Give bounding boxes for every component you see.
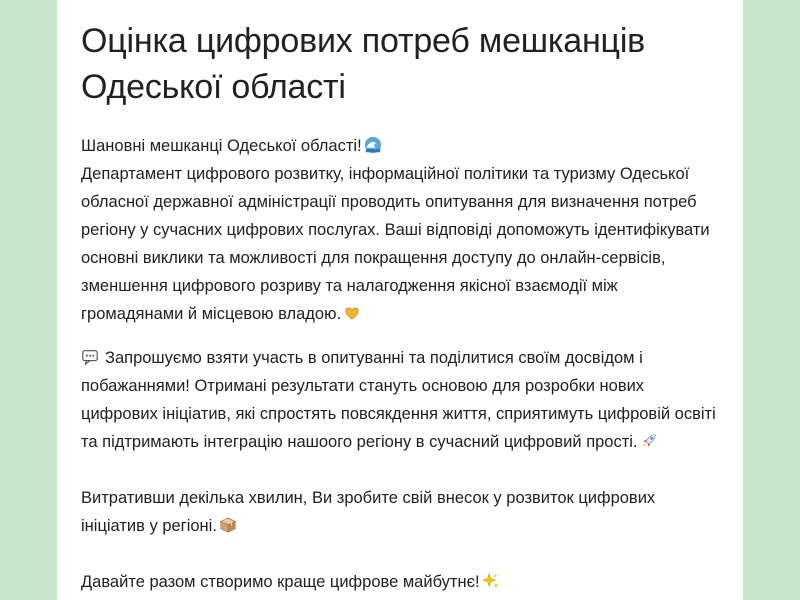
- sparkles-icon: [482, 572, 500, 590]
- speech-bubble-icon: [81, 348, 99, 366]
- closing-text: Давайте разом створимо краще цифрове майбутнє!: [81, 573, 480, 591]
- invitation-text: Запрошуємо взяти участь в опитуванні та поділитися своїм досвідом і побажаннями! Отримані результати стануть основою для розробки нових цифрових ініціатив, які спростять повсякдення життя, сприятимуть цифровій освіті та підтримають інтеграцію нашоого регіону в сучасний цифровий прості.: [81, 349, 716, 451]
- description-paragraph-3: [81, 484, 719, 540]
- page-title: Оцінка цифрових потреб мешканців Одеської області: [81, 22, 646, 106]
- description-paragraph-2: [81, 344, 719, 456]
- form-header-card: [57, 0, 743, 600]
- package-icon: [219, 516, 237, 534]
- yellow-heart-icon: [343, 304, 361, 322]
- greeting-text: Шановні мешканці Одеської області!: [81, 137, 362, 155]
- description-paragraph-4: [81, 568, 719, 596]
- form-description: [81, 132, 719, 596]
- rocket-icon: [640, 432, 658, 450]
- wave-icon: [364, 136, 382, 154]
- intro-text: Департамент цифрового розвитку, інформаційної політики та туризму Одеської обласної державної адміністрації проводить опитування для визначення потреб регіону у сучасних цифрових послугах. Ваші відповіді допоможуть ідентифікувати основні виклики та можливості для покращення доступу до онлайн-сервісів, зменшення цифрового розриву та налагодження якісної взаємодії між громадянами й місцевою владою.: [81, 165, 710, 323]
- contribution-text: Витративши декілька хвилин, Ви зробите свій внесок у розвиток цифрових ініціатив у регіоні.: [81, 489, 656, 535]
- description-paragraph-1: [81, 132, 719, 328]
